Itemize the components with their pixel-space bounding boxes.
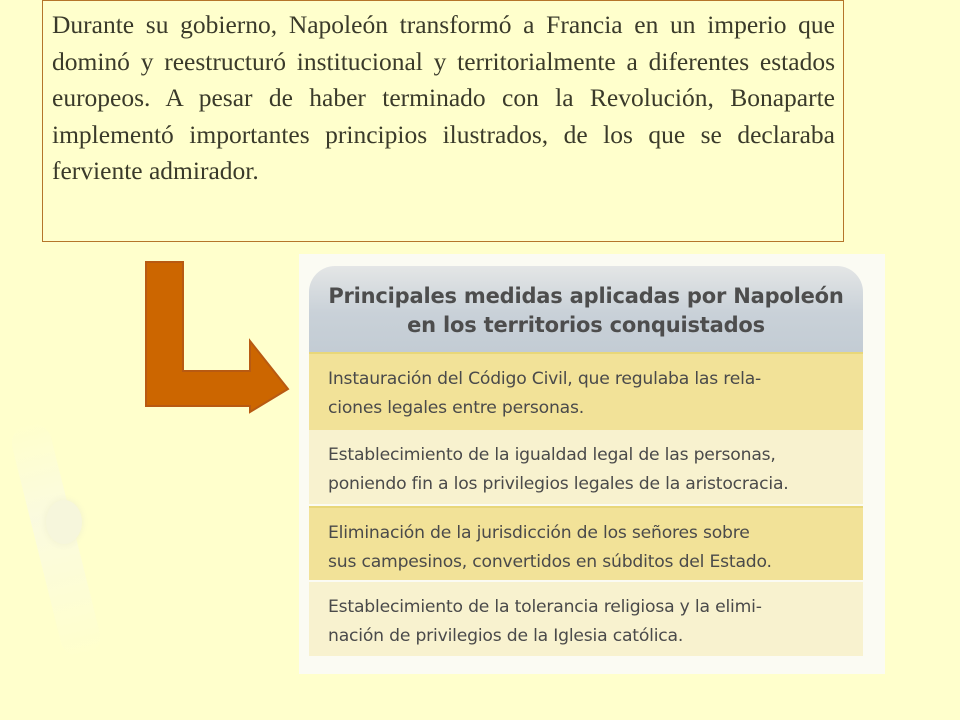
- intro-text-box: [42, 0, 844, 242]
- row-text-line: nación de privilegios de la Iglesia católica.: [328, 626, 684, 646]
- table-row: [309, 430, 863, 504]
- row-text-line: Eliminación de la jurisdicción de los señores sobre: [328, 523, 750, 543]
- table-title-line2: en los territorios conquistados: [407, 313, 765, 337]
- measures-table: [299, 254, 885, 674]
- table-title-line1: Principales medidas aplicadas por Napoleón: [328, 284, 844, 308]
- row-text-line: poniendo fin a los privilegios legales de la aristocracia.: [328, 474, 789, 494]
- bent-arrow-right-icon: [140, 258, 290, 418]
- table-title: [309, 266, 863, 352]
- row-text-line: sus campesinos, convertidos en súbditos del Estado.: [328, 552, 772, 572]
- decorative-circle: [46, 500, 82, 544]
- row-text-line: Establecimiento de la tolerancia religiosa y la elimi-: [328, 597, 762, 617]
- table-row: [309, 352, 863, 430]
- table-row: [309, 506, 863, 580]
- row-text-line: Establecimiento de la igualdad legal de las personas,: [328, 445, 776, 465]
- row-text-line: ciones legales entre personas.: [328, 398, 584, 418]
- intro-paragraph: Durante su gobierno, Napoleón transformó a Francia en un imperio que dominó y reestructuró institucional y territorialmente a diferentes estados europeos. A pesar de haber terminado con la Revolución, Bonaparte implementó importantes principios ilustrados, de los que se declaraba ferviente admirador.: [52, 10, 835, 185]
- row-text-line: Instauración del Código Civil, que regulaba las rela-: [328, 369, 762, 389]
- table-row: [309, 582, 863, 656]
